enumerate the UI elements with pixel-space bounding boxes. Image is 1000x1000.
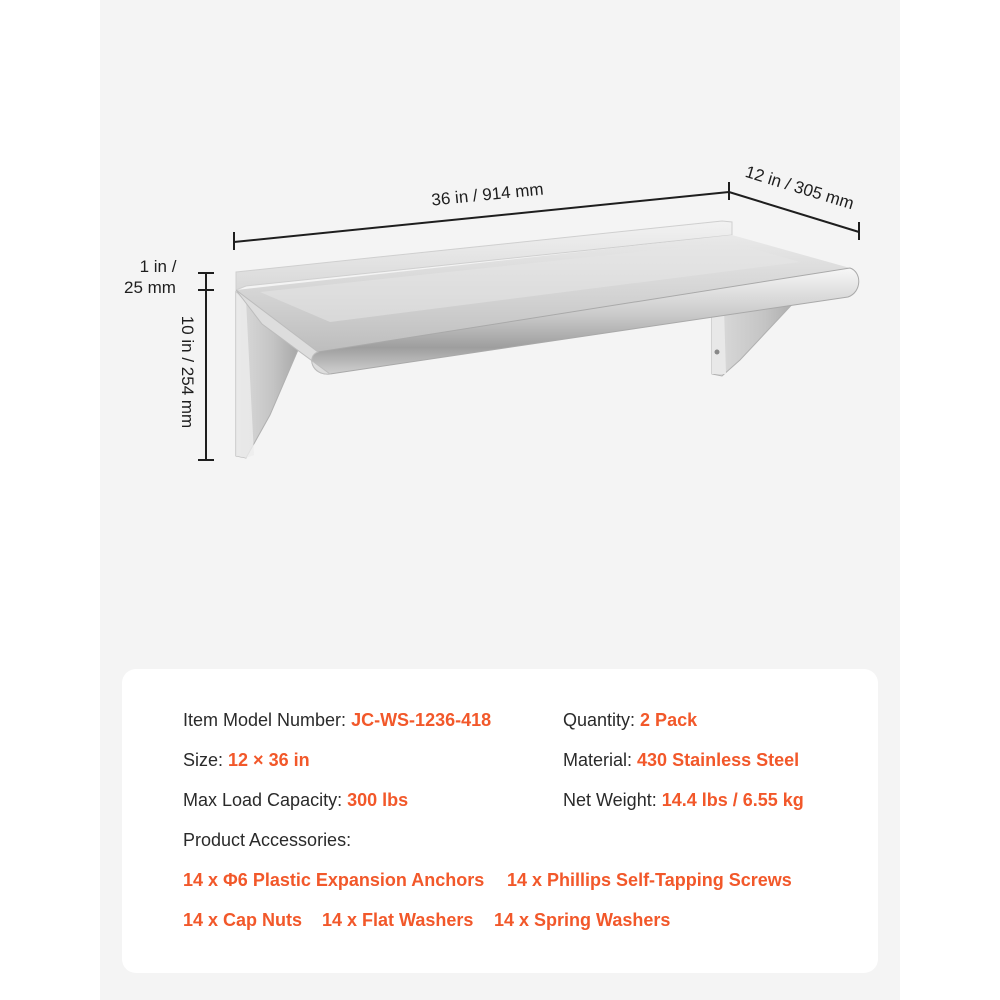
- size-label: Size:: [183, 750, 229, 770]
- material-label: Material:: [563, 750, 638, 770]
- accessory-item: 14 x Flat Washers: [322, 910, 474, 930]
- accessories-heading: Product Accessories:: [183, 830, 352, 850]
- model-number-label: Item Model Number:: [183, 710, 352, 730]
- load-capacity-label: Max Load Capacity:: [183, 790, 348, 810]
- depth-label: 12 in / 305 mm: [743, 162, 857, 214]
- size-value: 12 × 36 in: [228, 750, 310, 770]
- net-weight-row: [563, 788, 804, 812]
- depth-dimension: [729, 162, 859, 240]
- accessory-item: 14 x Φ6 Plastic Expansion Anchors: [183, 870, 485, 890]
- accessory-item: 14 x Phillips Self-Tapping Screws: [507, 870, 792, 890]
- model-number-row: [183, 708, 491, 732]
- material-row: [563, 748, 799, 772]
- width-label: 36 in / 914 mm: [430, 179, 545, 210]
- lip-label-line2: 25 mm: [124, 278, 176, 297]
- quantity-value: 2 Pack: [640, 710, 698, 730]
- size-row: [183, 748, 310, 772]
- quantity-label: Quantity:: [563, 710, 641, 730]
- load-capacity-value: 300 lbs: [347, 790, 409, 810]
- height-dimension: [124, 257, 214, 460]
- height-label: 10 in / 254 mm: [178, 315, 197, 429]
- lip-label-line1: 1 in /: [139, 257, 177, 276]
- accessory-item: 14 x Spring Washers: [494, 910, 671, 930]
- load-capacity-row: [183, 788, 408, 812]
- accessory-item: 14 x Cap Nuts: [183, 910, 303, 930]
- net-weight-label: Net Weight:: [563, 790, 662, 810]
- material-value: 430 Stainless Steel: [637, 750, 800, 770]
- quantity-row: [563, 708, 697, 732]
- model-number-value: JC-WS-1236-418: [351, 710, 492, 730]
- net-weight-value: 14.4 lbs / 6.55 kg: [661, 790, 804, 810]
